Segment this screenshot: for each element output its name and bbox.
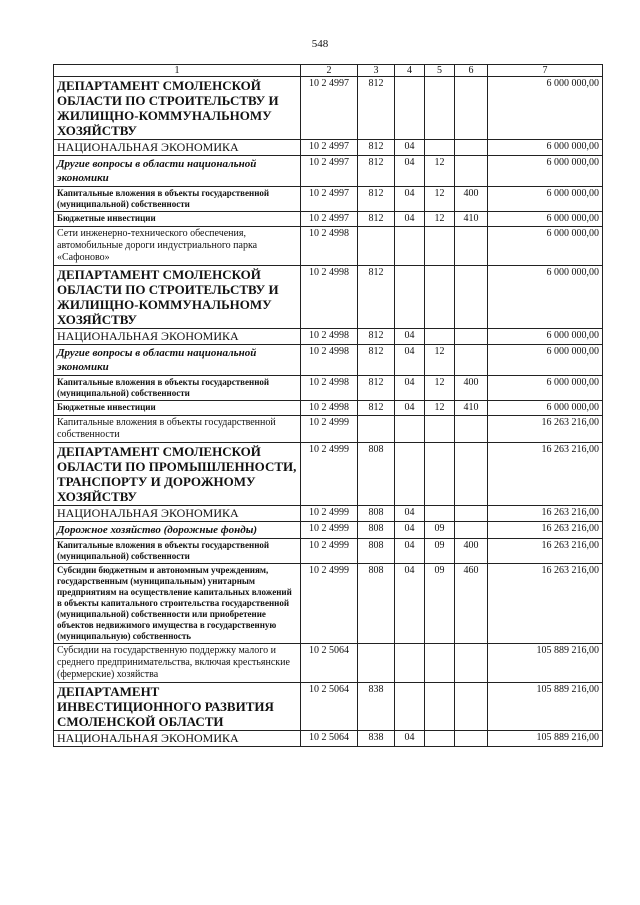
row-section: 04: [395, 731, 425, 747]
row-expense-type: 460: [455, 564, 488, 644]
row-section: [395, 77, 425, 140]
row-expense-type: [455, 227, 488, 266]
row-target-code: 10 2 4999: [301, 564, 358, 644]
row-subsection: [425, 227, 455, 266]
row-target-code: 10 2 4998: [301, 329, 358, 345]
row-target-code: 10 2 4998: [301, 401, 358, 416]
row-admin-code: 812: [358, 345, 395, 376]
row-admin-code: 812: [358, 376, 395, 401]
row-target-code: 10 2 4997: [301, 212, 358, 227]
table-row: [54, 345, 603, 376]
row-expense-type: [455, 329, 488, 345]
row-section: 04: [395, 156, 425, 187]
row-amount: 16 263 216,00: [488, 416, 603, 443]
table-row: [54, 329, 603, 345]
row-target-code: 10 2 4997: [301, 140, 358, 156]
row-expense-type: 400: [455, 187, 488, 212]
row-amount: 16 263 216,00: [488, 539, 603, 564]
row-admin-code: 812: [358, 156, 395, 187]
row-name: НАЦИОНАЛЬНАЯ ЭКОНОМИКА: [54, 731, 301, 747]
row-expense-type: [455, 731, 488, 747]
row-target-code: 10 2 4999: [301, 443, 358, 506]
row-subsection: 12: [425, 187, 455, 212]
table-row: [54, 212, 603, 227]
row-section: 04: [395, 506, 425, 522]
row-subsection: [425, 140, 455, 156]
row-name: ДЕПАРТАМЕНТ СМОЛЕНСКОЙ ОБЛАСТИ ПО СТРОИТЕЛЬСТВУ И ЖИЛИЩНО-КОММУНАЛЬНОМУ ХОЗЯЙСТВУ: [54, 77, 301, 140]
row-expense-type: [455, 156, 488, 187]
row-expense-type: [455, 266, 488, 329]
row-name: Капитальные вложения в объекты государственной (муниципальной) собственности: [54, 539, 301, 564]
row-section: [395, 683, 425, 731]
row-subsection: 09: [425, 522, 455, 539]
row-amount: 6 000 000,00: [488, 345, 603, 376]
row-section: 04: [395, 539, 425, 564]
row-subsection: [425, 506, 455, 522]
row-subsection: [425, 731, 455, 747]
table-row: [54, 266, 603, 329]
row-admin-code: 812: [358, 77, 395, 140]
row-expense-type: [455, 77, 488, 140]
row-subsection: 12: [425, 156, 455, 187]
row-target-code: 10 2 4997: [301, 187, 358, 212]
row-admin-code: [358, 227, 395, 266]
row-name: НАЦИОНАЛЬНАЯ ЭКОНОМИКА: [54, 506, 301, 522]
row-name: Субсидии на государственную поддержку малого и среднего предпринимательства, включая крестьянские (фермерские) хозяйства: [54, 644, 301, 683]
table-row: [54, 140, 603, 156]
row-subsection: [425, 266, 455, 329]
row-admin-code: [358, 416, 395, 443]
table-row: [54, 683, 603, 731]
row-amount: 105 889 216,00: [488, 683, 603, 731]
table-row: [54, 564, 603, 644]
row-subsection: [425, 416, 455, 443]
table-row: [54, 376, 603, 401]
table-row: [54, 156, 603, 187]
table-row: [54, 187, 603, 212]
row-name: Капитальные вложения в объекты государственной (муниципальной) собственности: [54, 376, 301, 401]
table-row: [54, 401, 603, 416]
row-admin-code: 812: [358, 266, 395, 329]
row-section: [395, 227, 425, 266]
row-amount: 16 263 216,00: [488, 522, 603, 539]
row-name: НАЦИОНАЛЬНАЯ ЭКОНОМИКА: [54, 140, 301, 156]
row-expense-type: [455, 506, 488, 522]
row-name: Бюджетные инвестиции: [54, 401, 301, 416]
row-section: 04: [395, 212, 425, 227]
row-subsection: [425, 443, 455, 506]
row-expense-type: [455, 522, 488, 539]
row-name: ДЕПАРТАМЕНТ ИНВЕСТИЦИОННОГО РАЗВИТИЯ СМОЛЕНСКОЙ ОБЛАСТИ: [54, 683, 301, 731]
row-subsection: 12: [425, 345, 455, 376]
header-col-2: 2: [301, 65, 358, 77]
row-amount: 6 000 000,00: [488, 140, 603, 156]
row-expense-type: [455, 345, 488, 376]
row-subsection: 09: [425, 539, 455, 564]
table-header-row: [54, 65, 603, 77]
row-admin-code: 812: [358, 212, 395, 227]
row-admin-code: 808: [358, 564, 395, 644]
row-section: 04: [395, 401, 425, 416]
row-expense-type: [455, 416, 488, 443]
table-row: [54, 644, 603, 683]
table-row: [54, 443, 603, 506]
header-col-4: 4: [395, 65, 425, 77]
row-section: 04: [395, 329, 425, 345]
row-target-code: 10 2 4998: [301, 376, 358, 401]
header-col-6: 6: [455, 65, 488, 77]
row-amount: 6 000 000,00: [488, 77, 603, 140]
row-expense-type: [455, 683, 488, 731]
row-amount: 6 000 000,00: [488, 156, 603, 187]
row-section: 04: [395, 522, 425, 539]
row-expense-type: 410: [455, 401, 488, 416]
row-admin-code: 808: [358, 539, 395, 564]
table-row: [54, 227, 603, 266]
row-name: Капитальные вложения в объекты государственной собственности: [54, 416, 301, 443]
row-subsection: 12: [425, 212, 455, 227]
row-section: [395, 266, 425, 329]
row-section: 04: [395, 140, 425, 156]
row-subsection: [425, 644, 455, 683]
row-target-code: 10 2 4998: [301, 227, 358, 266]
row-admin-code: 838: [358, 683, 395, 731]
row-section: 04: [395, 345, 425, 376]
row-expense-type: [455, 443, 488, 506]
table-row: [54, 506, 603, 522]
row-section: 04: [395, 376, 425, 401]
row-subsection: 09: [425, 564, 455, 644]
row-amount: 6 000 000,00: [488, 401, 603, 416]
row-expense-type: [455, 140, 488, 156]
row-name: Дорожное хозяйство (дорожные фонды): [54, 522, 301, 539]
row-target-code: 10 2 5064: [301, 683, 358, 731]
row-amount: 6 000 000,00: [488, 266, 603, 329]
row-name: Субсидии бюджетным и автономным учреждениям, государственным (муниципальным) унитарным предприятиям на осуществление капитальных вложений в объекты капитального строительства государственной (муниципальной) собственности или приобретение объектов недвижимого имущества в государственную (муниципальную) собственность: [54, 564, 301, 644]
row-name: Бюджетные инвестиции: [54, 212, 301, 227]
row-admin-code: 808: [358, 443, 395, 506]
row-amount: 6 000 000,00: [488, 187, 603, 212]
row-target-code: 10 2 5064: [301, 731, 358, 747]
row-target-code: 10 2 4998: [301, 266, 358, 329]
row-admin-code: 812: [358, 140, 395, 156]
row-amount: 6 000 000,00: [488, 376, 603, 401]
row-target-code: 10 2 4997: [301, 156, 358, 187]
row-section: [395, 443, 425, 506]
row-expense-type: 400: [455, 376, 488, 401]
row-section: 04: [395, 187, 425, 212]
table-row: [54, 539, 603, 564]
row-target-code: 10 2 4999: [301, 522, 358, 539]
row-amount: 6 000 000,00: [488, 227, 603, 266]
row-amount: 16 263 216,00: [488, 506, 603, 522]
row-expense-type: 400: [455, 539, 488, 564]
row-name: Сети инженерно-технического обеспечения, автомобильные дороги индустриального парка «Сафоново»: [54, 227, 301, 266]
row-target-code: 10 2 4999: [301, 506, 358, 522]
row-target-code: 10 2 4999: [301, 539, 358, 564]
header-col-5: 5: [425, 65, 455, 77]
row-amount: 105 889 216,00: [488, 731, 603, 747]
row-subsection: [425, 329, 455, 345]
row-name: ДЕПАРТАМЕНТ СМОЛЕНСКОЙ ОБЛАСТИ ПО ПРОМЫШЛЕННОСТИ, ТРАНСПОРТУ И ДОРОЖНОМУ ХОЗЯЙСТВУ: [54, 443, 301, 506]
row-target-code: 10 2 4998: [301, 345, 358, 376]
row-admin-code: 812: [358, 187, 395, 212]
table-row: [54, 731, 603, 747]
page-number: 548: [311, 38, 329, 50]
row-admin-code: 812: [358, 329, 395, 345]
row-admin-code: 808: [358, 522, 395, 539]
table-row: [54, 522, 603, 539]
row-subsection: 12: [425, 401, 455, 416]
row-admin-code: [358, 644, 395, 683]
row-subsection: [425, 683, 455, 731]
header-col-1: 1: [54, 65, 301, 77]
row-amount: 6 000 000,00: [488, 329, 603, 345]
row-subsection: [425, 77, 455, 140]
budget-table: [53, 64, 603, 747]
row-expense-type: 410: [455, 212, 488, 227]
row-expense-type: [455, 644, 488, 683]
row-admin-code: 838: [358, 731, 395, 747]
row-name: ДЕПАРТАМЕНТ СМОЛЕНСКОЙ ОБЛАСТИ ПО СТРОИТЕЛЬСТВУ И ЖИЛИЩНО-КОММУНАЛЬНОМУ ХОЗЯЙСТВУ: [54, 266, 301, 329]
row-target-code: 10 2 4997: [301, 77, 358, 140]
row-section: [395, 416, 425, 443]
row-amount: 16 263 216,00: [488, 564, 603, 644]
row-target-code: 10 2 5064: [301, 644, 358, 683]
row-section: 04: [395, 564, 425, 644]
row-admin-code: 808: [358, 506, 395, 522]
row-name: Другие вопросы в области национальной экономики: [54, 345, 301, 376]
row-admin-code: 812: [358, 401, 395, 416]
row-section: [395, 644, 425, 683]
header-col-3: 3: [358, 65, 395, 77]
row-name: НАЦИОНАЛЬНАЯ ЭКОНОМИКА: [54, 329, 301, 345]
row-target-code: 10 2 4999: [301, 416, 358, 443]
table-row: [54, 416, 603, 443]
row-name: Капитальные вложения в объекты государственной (муниципальной) собственности: [54, 187, 301, 212]
row-amount: 105 889 216,00: [488, 644, 603, 683]
header-col-7: 7: [488, 65, 603, 77]
table-row: [54, 77, 603, 140]
row-subsection: 12: [425, 376, 455, 401]
row-name: Другие вопросы в области национальной экономики: [54, 156, 301, 187]
row-amount: 16 263 216,00: [488, 443, 603, 506]
row-amount: 6 000 000,00: [488, 212, 603, 227]
